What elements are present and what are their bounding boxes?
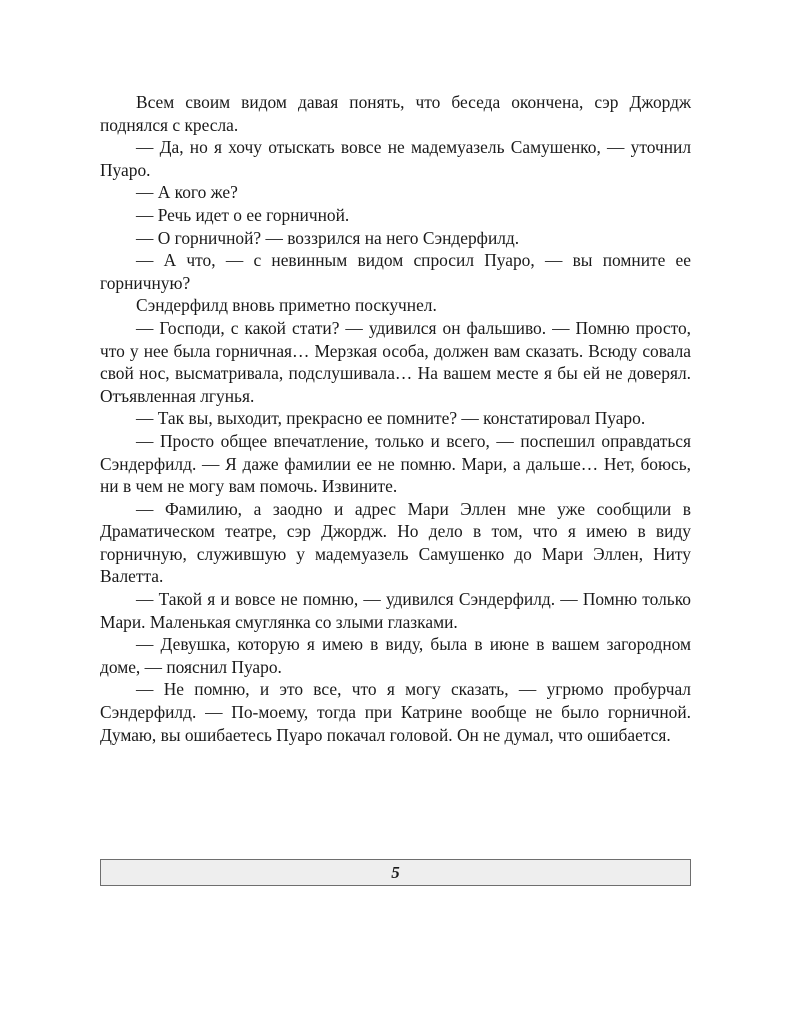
- paragraph: — Девушка, которую я имею в виду, была в июне в вашем загородном доме, — пояснил Пуаро.: [100, 634, 691, 677]
- paragraph: — Так вы, выходит, прекрасно ее помните? — констатировал Пуаро.: [136, 408, 646, 429]
- paragraph: Всем своим видом давая понять, что беседа окончена, сэр Джордж поднялся с кресла.: [100, 92, 691, 135]
- page-number-footer: [100, 859, 691, 886]
- page-number: 5: [391, 862, 400, 882]
- paragraph: — А что, — с невинным видом спросил Пуаро, — вы помните ее горничную?: [100, 250, 691, 293]
- paragraph: — А кого же?: [136, 182, 238, 203]
- page-body: [100, 91, 691, 746]
- paragraph: — Господи, с какой стати? — удивился он фальшиво. — Помню просто, что у нее была горничная… Мерзкая особа, должен вам сказать. Всюду совала свой нос, высматривала, подслушивала… На вашем месте я бы ей не доверял. Отъявленная лгунья.: [100, 317, 691, 406]
- paragraph: — Такой я и вовсе не помню, — удивился Сэндерфилд. — Помню только Мари. Маленькая смуглянка со злыми глазками.: [100, 589, 691, 632]
- paragraph: — Просто общее впечатление, только и всего, — поспешил оправдаться Сэндерфилд. — Я даже фамилии ее не помню. Мари, а дальше… Нет, боюсь, ни в чем не могу вам помочь. Извините.: [100, 430, 691, 497]
- paragraph: — Речь идет о ее горничной.: [136, 204, 350, 225]
- paragraph: — О горничной? — воззрился на него Сэндерфилд.: [136, 227, 520, 248]
- paragraph: Сэндерфилд вновь приметно поскучнел.: [136, 295, 437, 316]
- paragraph: — Да, но я хочу отыскать вовсе не мадемуазель Самушенко, — уточнил Пуаро.: [100, 137, 691, 180]
- paragraph: — Фамилию, а заодно и адрес Мари Эллен мне уже сообщили в Драматическом театре, сэр Джордж. Но дело в том, что я имею в виду горничную, служившую у мадемуазель Самушенко до Мари Эллен, Ниту Валетта.: [100, 498, 691, 587]
- paragraph: — Не помню, и это все, что я могу сказать, — угрюмо пробурчал Сэндерфилд. — По-моему, тогда при Катрине вообще не было горничной. Думаю, вы ошибаетесь Пуаро покачал головой. Он не думал, что ошибается.: [100, 679, 691, 745]
